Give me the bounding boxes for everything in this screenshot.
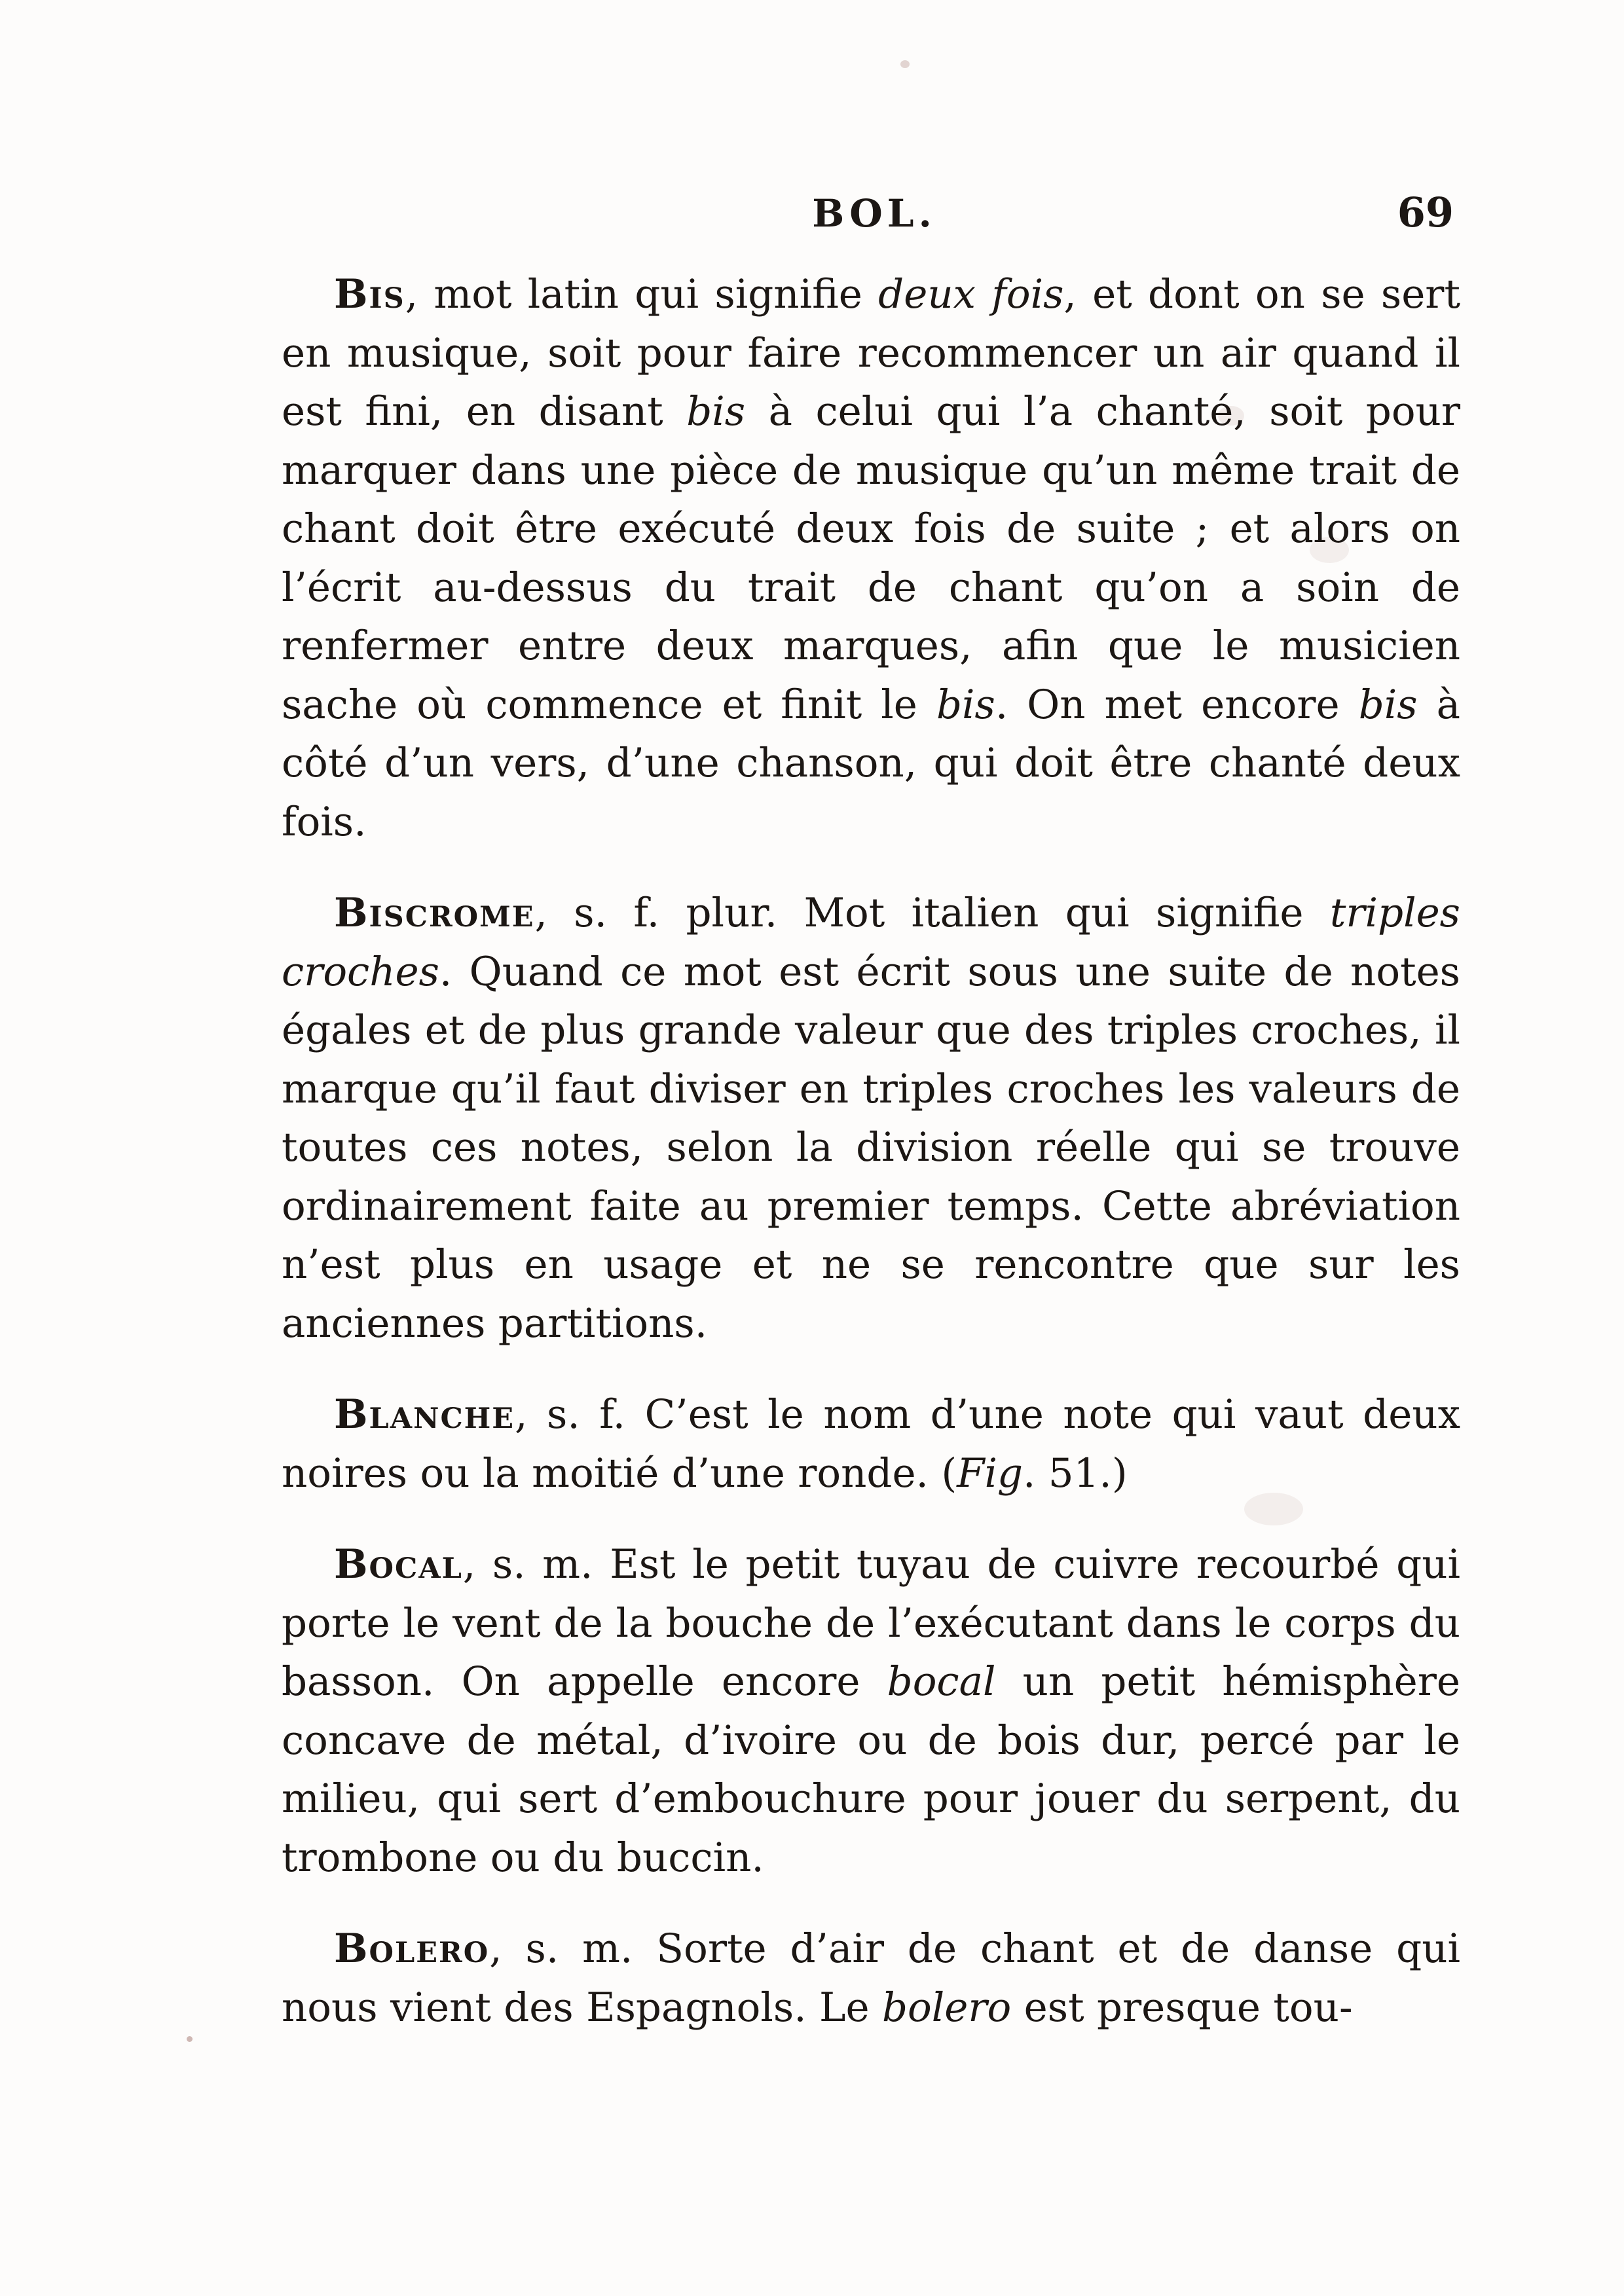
italic-term: bocal: [887, 1658, 996, 1705]
entry-text: à celui qui l’a chanté, soit pour marquer dans une pièce de musique qu’un même trait de chant doit être exécuté deux fois de suite ; et alors on l’écrit au-dessus du trait de chant qu’on a soin de renfermer entre deux marques, afin que le musicien sache où commence et finit le: [282, 388, 1460, 728]
paper-speckle: [187, 2036, 193, 2042]
page-number: 69: [1397, 189, 1454, 236]
dictionary-entry: [282, 1385, 1460, 1503]
italic-term: bis: [686, 388, 746, 435]
entry-text: , s. f. plur. Mot italien qui signifie: [534, 890, 1330, 936]
dictionary-entry: [282, 265, 1460, 851]
italic-term: Fig: [957, 1449, 1024, 1497]
entry-headword: Bis: [334, 271, 405, 318]
entry-headword: Bolero: [334, 1925, 490, 1972]
dictionary-entry: [282, 884, 1460, 1353]
dictionary-entry: [282, 1920, 1460, 2037]
entry-text: , s. m. Sorte d’air de chant et de danse qui nous vient des Espagnols. Le: [282, 1925, 1460, 2031]
entry-headword: Bocal: [334, 1541, 463, 1588]
italic-term: bis: [1358, 681, 1418, 728]
dictionary-entry: [282, 1535, 1460, 1887]
entry-text: , s. f. C’est le nom d’une note qui vaut deux noires ou la moitié d’une ronde. (: [282, 1391, 1460, 1497]
italic-term: bis: [936, 681, 995, 728]
italic-term: bolero: [882, 1984, 1012, 2031]
italic-term: deux fois: [878, 271, 1064, 318]
page-header: [275, 191, 1473, 250]
running-head: BOL.: [812, 191, 936, 236]
dictionary-entries: [282, 265, 1460, 2069]
entry-text: . Quand ce mot est écrit sous une suite de notes égales et de plus grande valeur que des triples croches, il marque qu’il faut diviser en triples croches les valeurs de toutes ces notes, selon la division réelle qui se trouve ordinairement faite au premier temps. Cette abréviation n’est plus en usage et ne se rencontre que sur les anciennes partitions.: [282, 948, 1460, 1347]
entry-headword: Biscrome: [334, 890, 535, 936]
entry-text: , mot latin qui signifie: [405, 271, 879, 318]
entry-text: , et dont on se sert en musique, soit pour faire recommencer un air quand il est fini, en disant: [282, 271, 1460, 435]
entry-text: . 51.): [1023, 1449, 1128, 1497]
entry-text: , s. m. Est le petit tuyau de cuivre recourbé qui porte le vent de la bouche de l’exécutant dans le corps du basson. On appelle encore: [282, 1541, 1460, 1705]
paper-speckle: [900, 60, 910, 68]
entry-headword: Blanche: [334, 1391, 515, 1438]
entry-text: à côté d’un vers, d’une chanson, qui doit être chanté deux fois.: [282, 681, 1460, 845]
entry-text: est presque tou-: [1011, 1984, 1353, 2031]
entry-text: un petit hémisphère concave de métal, d’ivoire ou de bois dur, percé par le milieu, qui sert d’embouchure pour jouer du serpent, du trombone ou du buccin.: [282, 1658, 1461, 1881]
entry-text: . On met encore: [995, 681, 1359, 728]
italic-term: triples croches: [282, 890, 1460, 995]
